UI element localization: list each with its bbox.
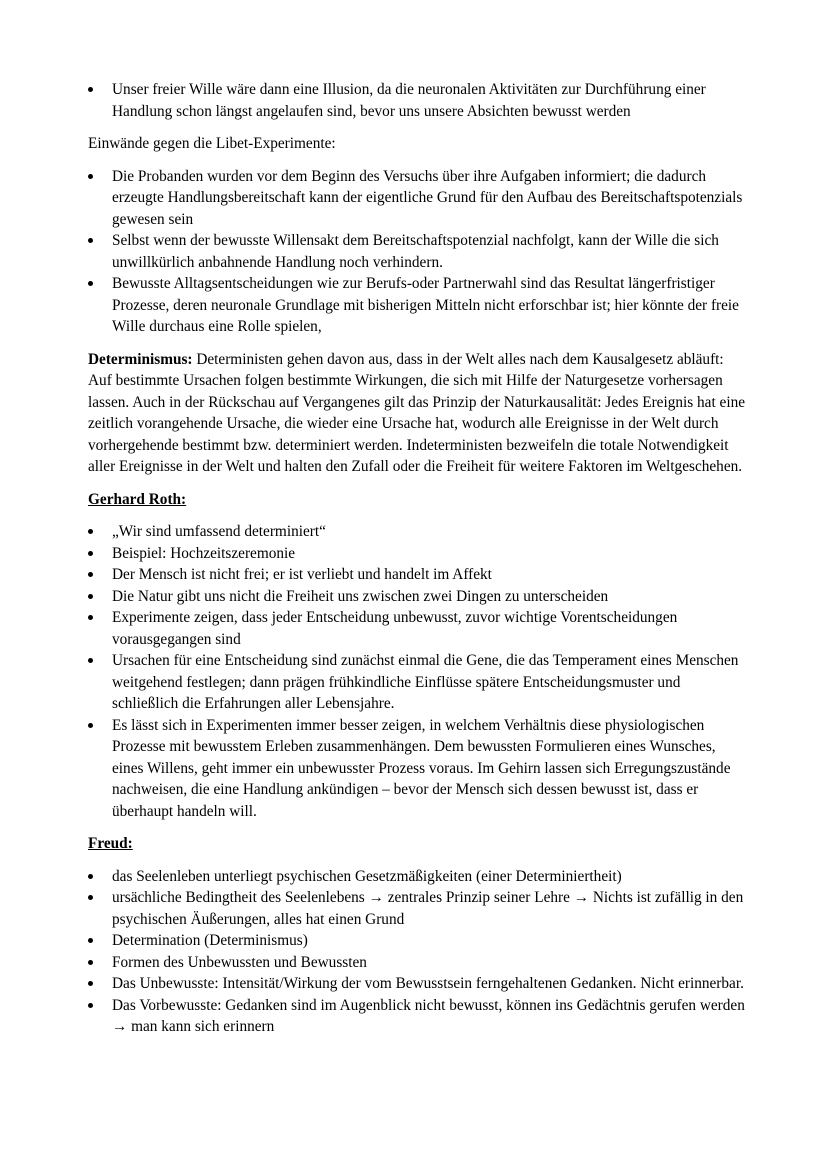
list-item-text: Die Probanden wurden vor dem Beginn des Versuchs über ihre Aufgaben informiert; die dadurch erzeugte Handlungsbereitschaft kann der eigentliche Grund für den Aufbau des Bereitschaftspotenzials gewesen sein [112,167,743,228]
bullet-icon [88,238,93,243]
einwaende-list [88,166,748,338]
list-item-text: Beispiel: Hochzeitszeremonie [112,544,296,562]
freud-list [88,866,748,1038]
list-item [88,930,748,952]
list-item-text: Unser freier Wille wäre dann eine Illusion, da die neuronalen Aktivitäten zur Durchführung einer Handlung schon längst angelaufen sind, bevor uns unsere Absichten bewusst werden [112,81,706,120]
bullet-icon [88,87,93,92]
list-item [88,650,748,715]
bullet-icon [88,658,93,663]
bullet-icon [88,594,93,599]
list-item [88,952,748,974]
list-item-text: Das Unbewusste: Intensität/Wirkung der vom Bewusstsein ferngehaltenen Gedanken. Nicht erinnerbar. [112,975,744,992]
einwaende-title: Einwände gegen die Libet-Experimente: [88,135,336,152]
roth-heading: Gerhard Roth: [88,490,187,508]
bullet-icon [88,895,93,900]
document-content [88,79,748,1038]
bullet-icon [88,174,93,179]
list-item-text: Es lässt sich in Experimenten immer besser zeigen, in welchem Verhältnis diese physiologischen Prozesse mit bewusstem Erleben zusammenhängen. Dem bewussten Formulieren eines Wunsches, eines Willens, geht immer ein unbewusster Prozess voraus. Im Gehirn lassen sich Erregungszustände nachweisen, die eine Handlung ankündigen – bevor der Mensch sich dessen bewusst ist, dass er überhaupt handeln will. [112,716,731,820]
bullet-icon [88,551,93,556]
roth-list [88,521,748,822]
list-item [88,230,748,273]
list-item-text: ursächliche Bedingtheit des Seelenlebens → zentrales Prinzip seiner Lehre → Nichts ist zufällig in den psychischen Äußerungen, alles hat einen Grund [112,889,744,928]
bullet-icon [88,572,93,577]
list-item [88,79,748,122]
list-item [88,887,748,930]
list-item [88,866,748,888]
list-item-text: Experimente zeigen, dass jeder Entscheidung unbewusst, zuvor wichtige Vorentscheidungen vorausgegangen sind [112,609,678,648]
bullet-icon [88,1003,93,1008]
list-item-text: Selbst wenn der bewusste Willensakt dem Bereitschaftspotenzial nachfolgt, kann der Wille die sich unwillkürlich anbahnende Handlung noch verhindern. [112,232,719,271]
determinismus-text: Deterministen gehen davon aus, dass in der Welt alles nach dem Kausalgesetz abläuft: Auf bestimmte Ursachen folgen bestimmte Wirkungen, die sich mit Hilfe der Naturgesetze vorhersagen lassen. Auch in der Rückschau auf Vergangenes gilt das Prinzip der Naturkausalität: Jedes Ereignis hat eine zeitlich vorangehende Ursache, die wieder eine Ursache hat, wodurch alle Ereignisse in der Welt durch vorhergehende bestimmt bzw. determiniert werden. Indeterministen bezweifeln die totale Notwendigkeit aller Ereignisse in der Welt und halten den Zufall oder die Freiheit für weitere Faktoren im Weltgeschehen. [88,350,746,475]
bullet-icon [88,874,93,879]
list-item-text: das Seelenleben unterliegt psychischen Gesetzmäßigkeiten (einer Determiniertheit) [112,867,622,885]
list-item [88,995,748,1038]
bullet-icon [88,960,93,965]
intro-list [88,79,748,122]
list-item [88,586,748,608]
bullet-icon [88,981,93,986]
list-item-text: Das Vorbewusste: Gedanken sind im Augenblick nicht bewusst, können ins Gedächtnis gerufen werden → man kann sich erinnern [112,996,745,1035]
list-item [88,273,748,338]
determinismus-paragraph [88,349,748,478]
list-item-text: Determination (Determinismus) [112,932,308,949]
list-item [88,564,748,586]
bullet-icon [88,615,93,620]
list-item-text: Ursachen für eine Entscheidung sind zunächst einmal die Gene, die das Temperament eines Menschen weitgehend festlegen; dann prägen frühkindliche Einflüsse spätere Entscheidungsmuster und schließlich die Erfahrungen aller Lebensjahre. [112,652,739,712]
list-item-text: Bewusste Alltagsentscheidungen wie zur Berufs-oder Partnerwahl sind das Resultat längerfristiger Prozesse, deren neuronale Grundlage mit bisherigen Mitteln nicht erforschbar ist; hier könnte der freie Wille durchaus eine Rolle spielen, [112,275,739,335]
list-item-text: „Wir sind umfassend determiniert“ [112,523,326,540]
bullet-icon [88,281,93,286]
list-item [88,543,748,565]
list-item-text: Formen des Unbewussten und Bewussten [112,953,367,971]
list-item [88,607,748,650]
bullet-icon [88,529,93,534]
bullet-icon [88,938,93,943]
list-item [88,973,748,995]
list-item [88,715,748,823]
list-item-text: Die Natur gibt uns nicht die Freiheit uns zwischen zwei Dingen zu unterscheiden [112,587,609,605]
determinismus-term: Determinismus: [88,350,193,368]
freud-heading: Freud: [88,835,133,852]
list-item [88,521,748,543]
list-item [88,166,748,231]
list-item-text: Der Mensch ist nicht frei; er ist verliebt und handelt im Affekt [112,566,492,583]
bullet-icon [88,723,93,728]
